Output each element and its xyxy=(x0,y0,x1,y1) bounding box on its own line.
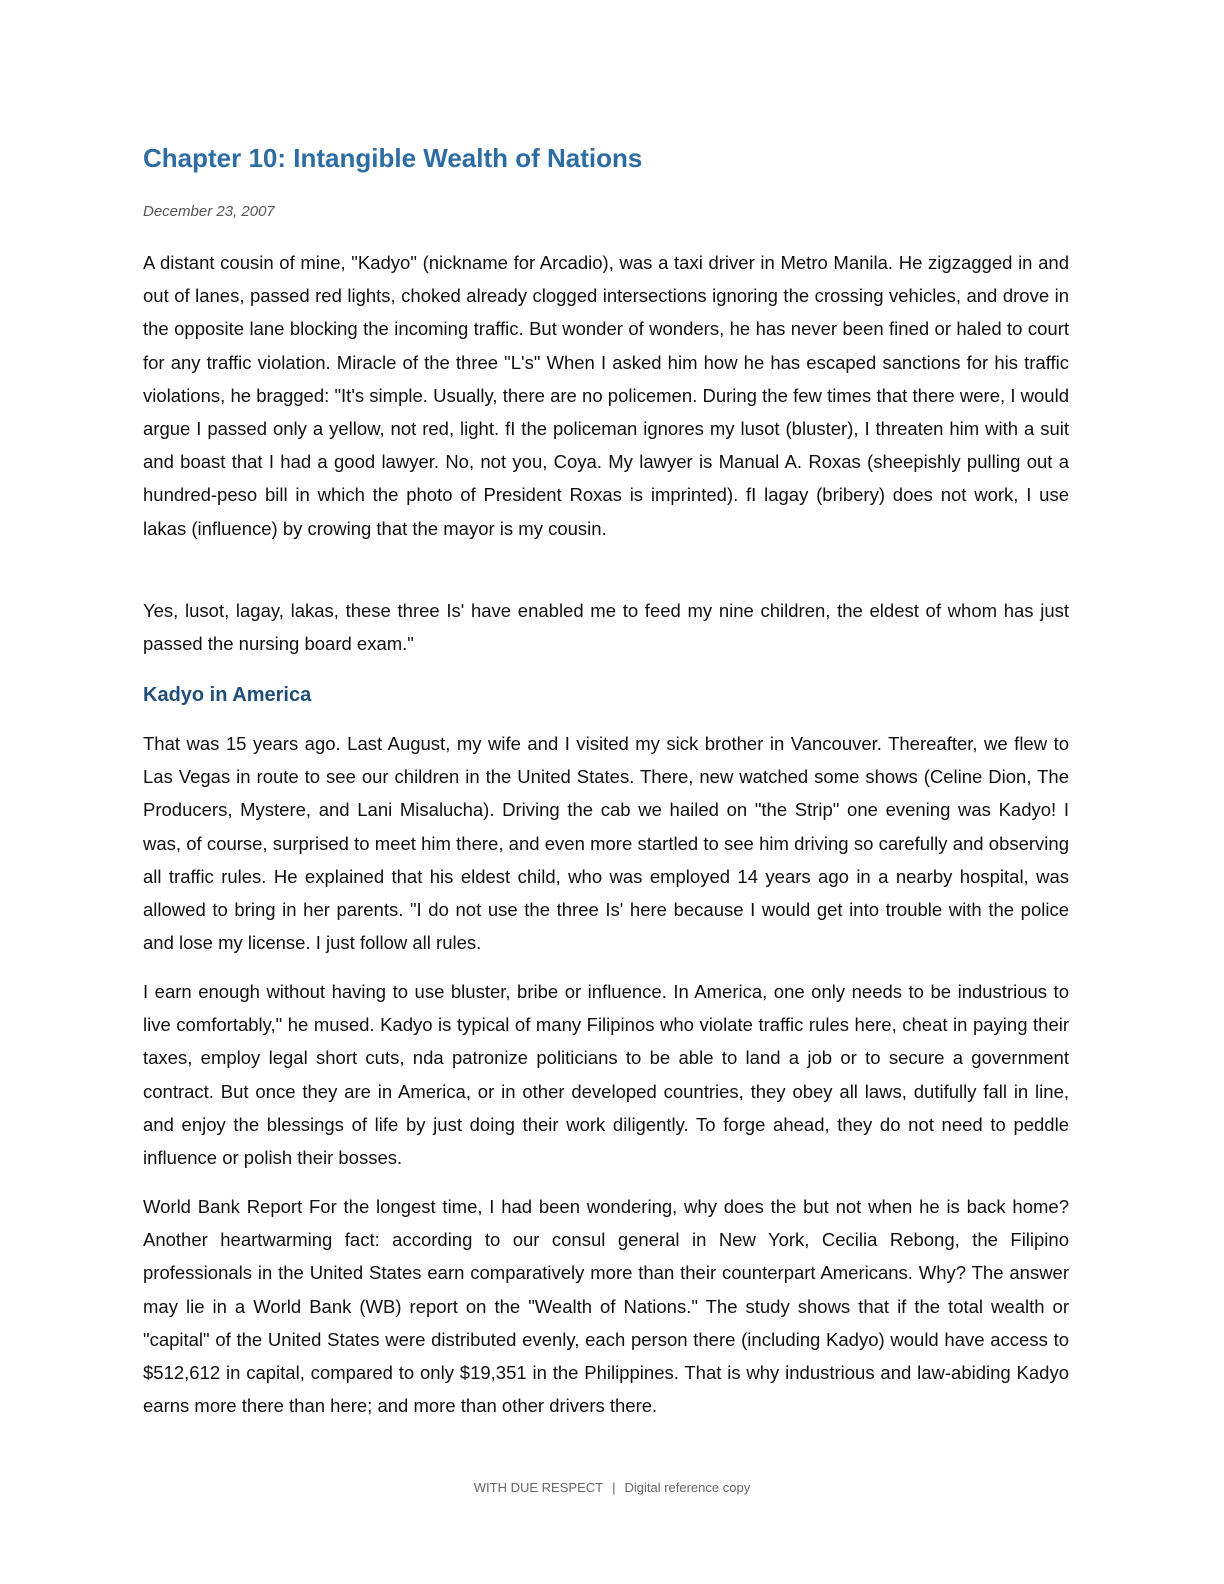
body-paragraph: A distant cousin of mine, "Kadyo" (nickname for Arcadio), was a taxi driver in Metro Manila. He zigzagged in and out of lanes, passed red lights, choked already clogged intersections ignoring the crossing vehicles, and drove in the opposite lane blocking the incoming traffic. But wonder of wonders, he has never been fined or haled to court for any traffic violation. Miracle of the three "L's" When I asked him how he has escaped sanctions for his traffic violations, he bragged: "It's simple. Usually, there are no policemen. During the few times that there were, I would argue I passed only a yellow, not red, light. fI the policeman ignores my lusot (bluster), I threaten him with a suit and boast that I had a good lawyer. No, not you, Coya. My lawyer is Manual A. Roxas (sheepishly pulling out a hundred-peso bill in which the photo of President Roxas is imprinted). fI lagay (bribery) does not work, I use lakas (influence) by crowing that the mayor is my cousin. xyxy=(143,252,1069,539)
chapter-date: December 23, 2007 xyxy=(143,203,275,220)
chapter-title: Chapter 10: Intangible Wealth of Nations xyxy=(143,143,643,173)
body-paragraph: I earn enough without having to use bluster, bribe or influence. In America, one only needs to be industrious to live comfortably," he mused. Kadyo is typical of many Filipinos who violate traffic rules here, cheat in paying their taxes, employ legal short cuts, nda patronize politicians to be able to land a job or to secure a government contract. But once they are in America, or in other developed countries, they obey all laws, dutifully fall in line, and enjoy the blessings of life by just doing their work diligently. To forge ahead, they do not need to peddle influence or polish their bosses. xyxy=(143,981,1069,1169)
body-paragraph: Yes, lusot, lagay, lakas, these three Is' have enabled me to feed my nine children, the eldest of whom has just passed the nursing board exam." xyxy=(143,600,1069,655)
body-paragraph: World Bank Report For the longest time, I had been wondering, why does the but not when he is back home? Another heartwarming fact: according to our consul general in New York, Cecilia Rebong, the Filipino professionals in the United States earn comparatively more than their counterpart Americans. Why? The answer may lie in a World Bank (WB) report on the "Wealth of Nations." The study shows that if the total wealth or "capital" of the United States were distributed evenly, each person there (including Kadyo) would have access to $512,612 in capital, compared to only $19,351 in the Philippines. That is why industrious and law-abiding Kadyo earns more there than here; and more than other drivers there. xyxy=(143,1196,1069,1417)
footer-note: Digital reference copy xyxy=(624,1480,751,1495)
section-heading: Kadyo in America xyxy=(143,684,312,706)
page-footer xyxy=(0,1480,1224,1495)
body-paragraph: That was 15 years ago. Last August, my wife and I visited my sick brother in Vancouver. Thereafter, we flew to Las Vegas in route to see our children in the United States. There, new watched some shows (Celine Dion, The Producers, Mystere, and Lani Misalucha). Driving the cab we hailed on "the Strip" one evening was Kadyo! I was, of course, surprised to meet him there, and even more startled to see him driving so carefully and observing all traffic rules. He explained that his eldest child, who was employed 14 years ago in a nearby hospital, was allowed to bring in her parents. "I do not use the three Is' here because I would get into trouble with the police and lose my license. I just follow all rules. xyxy=(143,733,1069,954)
footer-publication: WITH DUE RESPECT xyxy=(473,1480,604,1495)
footer-separator: | xyxy=(612,1480,616,1495)
